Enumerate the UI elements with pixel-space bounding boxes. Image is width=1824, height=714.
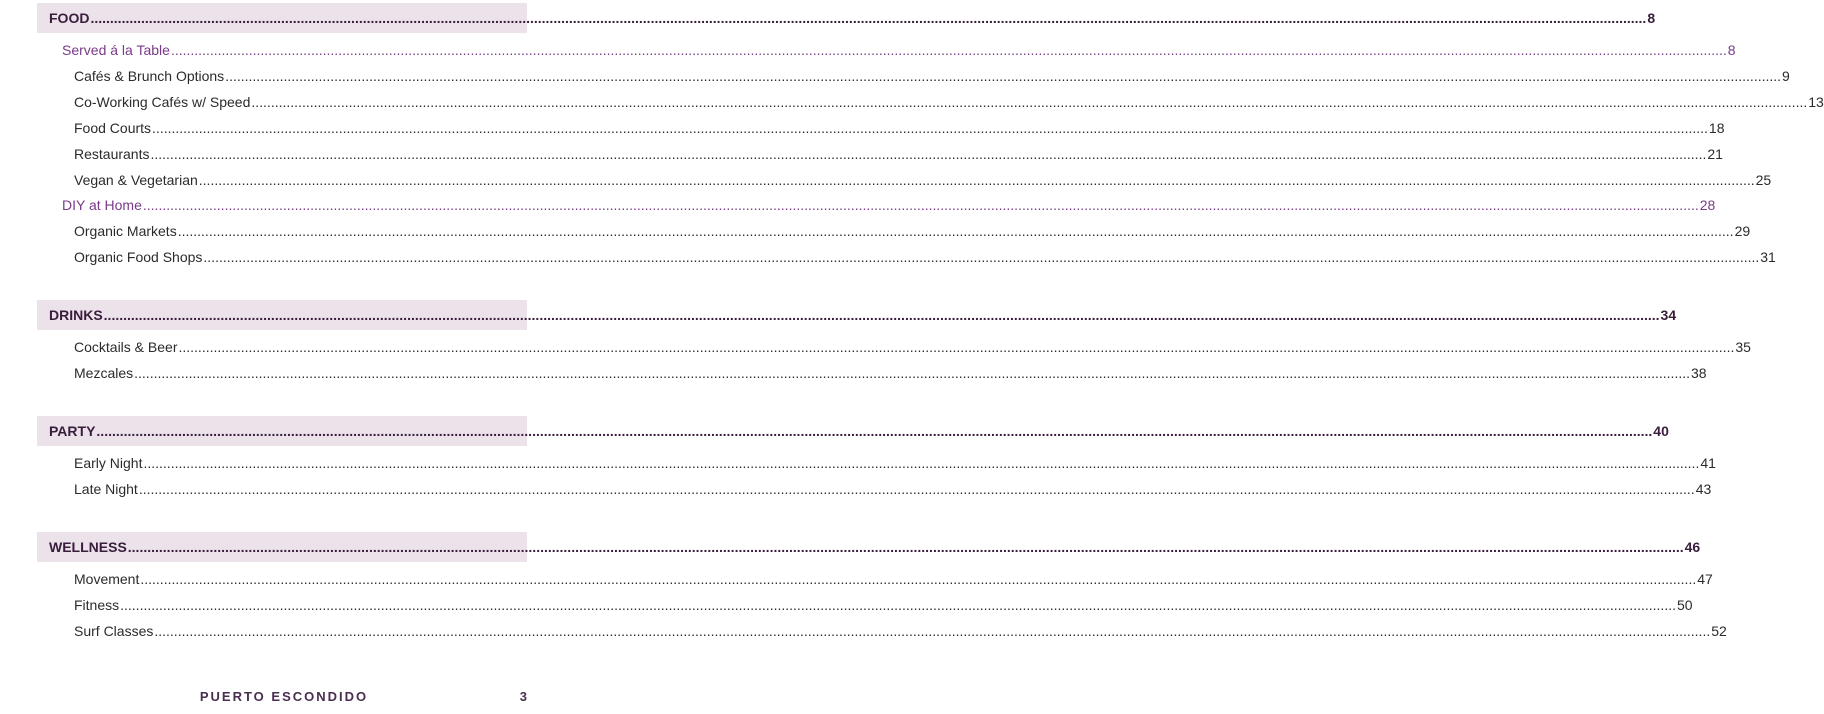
entry-label: Mezcales bbox=[74, 364, 134, 381]
entry-page: 25 bbox=[1755, 171, 1772, 188]
section-heading[interactable] bbox=[49, 10, 1656, 26]
entry-label: Organic Markets bbox=[74, 223, 177, 240]
toc-entry[interactable] bbox=[74, 249, 1776, 266]
entry-page: 28 bbox=[1699, 197, 1716, 214]
toc-entry[interactable] bbox=[74, 339, 1751, 355]
toc-entry[interactable] bbox=[74, 622, 1727, 639]
leader-dots: ................................................................................................................................................................................................................................................................................................................................................................................................................ bbox=[154, 622, 1711, 639]
section-title: DRINKS bbox=[49, 307, 103, 323]
entry-page: 31 bbox=[1760, 249, 1776, 266]
leader-dots: ................................................................................................................................................................................................................................................................................................................................................................................................................ bbox=[251, 93, 1808, 110]
toc-entry[interactable] bbox=[74, 119, 1725, 136]
section-page: 40 bbox=[1653, 423, 1669, 439]
leader-dots: ................................................................................................................................................................................................................................................................................................................................................................................................................ bbox=[203, 249, 1760, 266]
entry-page: 13 bbox=[1808, 93, 1824, 110]
leader-dots: ................................................................................................................................................................................................................................................................................................................................................................................................................ bbox=[177, 223, 1734, 240]
entry-page: 8 bbox=[1727, 42, 1736, 58]
entry-page: 35 bbox=[1735, 339, 1751, 355]
leader-dots: ................................................................................................................................................................................................................................................................................................................................................................................................................ bbox=[96, 423, 1653, 439]
entry-label: Restaurants bbox=[74, 145, 150, 162]
leader-dots: ................................................................................................................................................................................................................................................................................................................................................................................................................ bbox=[120, 596, 1676, 613]
toc-entry[interactable] bbox=[74, 364, 1707, 381]
leader-dots: ................................................................................................................................................................................................................................................................................................................................................................................................................ bbox=[138, 480, 1695, 497]
entry-page: 29 bbox=[1734, 223, 1751, 240]
entry-page: 21 bbox=[1707, 145, 1723, 162]
leader-dots: ................................................................................................................................................................................................................................................................................................................................................................................................................ bbox=[134, 364, 1690, 381]
entry-label: Cafés & Brunch Options bbox=[74, 67, 225, 84]
leader-dots: ................................................................................................................................................................................................................................................................................................................................................................................................................ bbox=[170, 42, 1727, 58]
entry-label: Organic Food Shops bbox=[74, 249, 203, 266]
toc-entry[interactable] bbox=[74, 480, 1712, 497]
entry-label: Food Courts bbox=[74, 119, 152, 136]
toc-entry[interactable] bbox=[74, 455, 1716, 471]
entry-page: 41 bbox=[1700, 455, 1716, 471]
leader-dots: ................................................................................................................................................................................................................................................................................................................................................................................................................ bbox=[143, 455, 1700, 471]
section-heading[interactable] bbox=[49, 423, 1669, 439]
entry-page: 18 bbox=[1708, 119, 1725, 136]
entry-page: 9 bbox=[1782, 67, 1790, 84]
entry-page: 38 bbox=[1691, 364, 1707, 381]
entry-page: 50 bbox=[1676, 596, 1693, 613]
leader-dots: ................................................................................................................................................................................................................................................................................................................................................................................................................ bbox=[225, 67, 1782, 84]
entry-label: Cocktails & Beer bbox=[74, 339, 178, 355]
entry-label: Fitness bbox=[74, 596, 120, 613]
leader-dots: ................................................................................................................................................................................................................................................................................................................................................................................................................ bbox=[198, 171, 1755, 188]
entry-page: 47 bbox=[1697, 571, 1713, 587]
section-page: 8 bbox=[1647, 10, 1656, 26]
entry-page: 52 bbox=[1711, 622, 1727, 639]
section-heading[interactable] bbox=[49, 307, 1677, 323]
entry-label: Movement bbox=[74, 571, 140, 587]
leader-dots: ................................................................................................................................................................................................................................................................................................................................................................................................................ bbox=[127, 539, 1684, 555]
section-title: FOOD bbox=[49, 10, 90, 26]
toc-entry[interactable] bbox=[74, 67, 1790, 84]
toc-subsection[interactable] bbox=[62, 197, 1716, 214]
leader-dots: ................................................................................................................................................................................................................................................................................................................................................................................................................ bbox=[90, 10, 1647, 26]
leader-dots: ................................................................................................................................................................................................................................................................................................................................................................................................................ bbox=[103, 307, 1660, 323]
toc-subsection[interactable] bbox=[62, 42, 1736, 58]
leader-dots: ................................................................................................................................................................................................................................................................................................................................................................................................................ bbox=[152, 119, 1708, 136]
toc-entry[interactable] bbox=[74, 145, 1723, 162]
entry-label: Served á la Table bbox=[62, 42, 170, 58]
section-heading[interactable] bbox=[49, 539, 1701, 555]
entry-label: DIY at Home bbox=[62, 197, 142, 214]
section-page: 34 bbox=[1660, 307, 1677, 323]
footer-page-number: 3 bbox=[519, 689, 527, 704]
leader-dots: ................................................................................................................................................................................................................................................................................................................................................................................................................ bbox=[140, 571, 1697, 587]
section-title: PARTY bbox=[49, 423, 96, 439]
toc-entry[interactable] bbox=[74, 93, 1824, 110]
toc-entry[interactable] bbox=[74, 171, 1772, 188]
leader-dots: ................................................................................................................................................................................................................................................................................................................................................................................................................ bbox=[150, 145, 1707, 162]
entry-page: 43 bbox=[1695, 480, 1712, 497]
section-page: 46 bbox=[1684, 539, 1701, 555]
entry-label: Early Night bbox=[74, 455, 143, 471]
toc-entry[interactable] bbox=[74, 223, 1751, 240]
entry-label: Surf Classes bbox=[74, 622, 154, 639]
leader-dots: ................................................................................................................................................................................................................................................................................................................................................................................................................ bbox=[178, 339, 1735, 355]
section-title: WELLNESS bbox=[49, 539, 127, 555]
entry-label: Vegan & Vegetarian bbox=[74, 171, 198, 188]
entry-label: Co-Working Cafés w/ Speed bbox=[74, 93, 251, 110]
toc-entry[interactable] bbox=[74, 571, 1713, 587]
footer-title: PUERTO ESCONDIDO bbox=[199, 689, 369, 704]
toc-entry[interactable] bbox=[74, 596, 1693, 613]
entry-label: Late Night bbox=[74, 480, 138, 497]
leader-dots: ................................................................................................................................................................................................................................................................................................................................................................................................................ bbox=[142, 197, 1699, 214]
